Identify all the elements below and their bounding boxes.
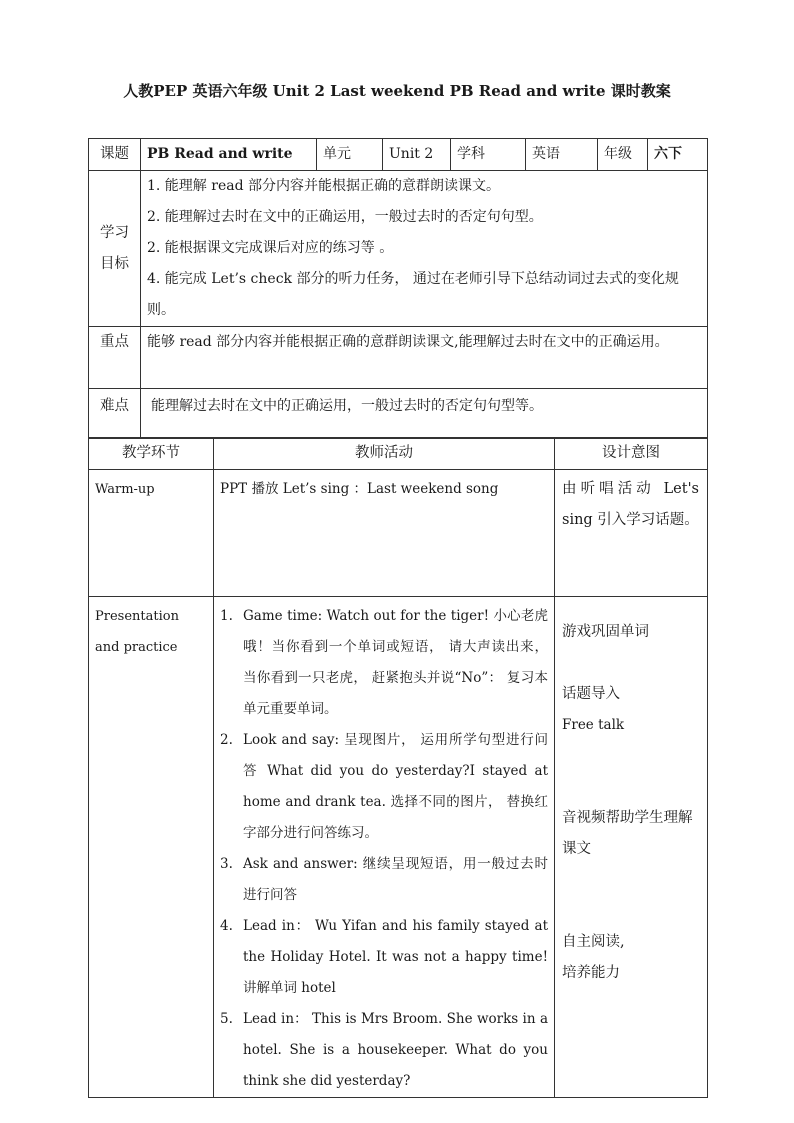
lesson-info-table bbox=[88, 138, 708, 439]
presentation-design bbox=[555, 597, 708, 1098]
spacer bbox=[562, 865, 699, 927]
presentation-stage-text: Presentation and practice bbox=[95, 609, 179, 655]
subject-value: 英语 bbox=[526, 139, 598, 171]
grade-label: 年级 bbox=[598, 139, 648, 171]
step-text: Ask and answer: 继续呈现短语，用一般过去时进行问答 bbox=[243, 856, 548, 903]
activity-steps bbox=[220, 601, 548, 1097]
activity-step bbox=[220, 1004, 548, 1097]
spacer bbox=[562, 648, 699, 679]
design-note: 音视频帮助学生理解课文 bbox=[562, 810, 693, 857]
activity-step bbox=[220, 725, 548, 849]
header-activity: 教师活动 bbox=[214, 438, 555, 470]
presentation-stage bbox=[89, 597, 214, 1098]
step-text: Game time: Watch out for the tiger! 小心老虎哦！当你看到一个单词或短语， 请大声读出来， 当你看到一只老虎， 赶紧抱头并说“No”： 复习本单元重要单词。 bbox=[243, 608, 548, 717]
step-text: Lead in： Wu Yifan and his family stayed at the Holiday Hotel. It was not a happy time! 讲解单词 hotel bbox=[243, 918, 548, 996]
design-note: 游戏巩固单词 bbox=[562, 624, 649, 640]
step-text: Look and say: 呈现图片， 运用所学句型进行问答 What did you do yesterday?I stayed at home and drank tea. 选择不同的图片， 替换红字部分进行问答练习。 bbox=[243, 732, 548, 841]
subject-label: 学科 bbox=[451, 139, 526, 171]
document-title: 人教PEP 英语六年级 Unit 2 Last weekend PB Read and write 课时教案 bbox=[123, 82, 671, 100]
objectives-label-line1: 学习 bbox=[100, 224, 129, 241]
step-text: Lead in： This is Mrs Broom. She works in a hotel. She is a housekeeper. What do you think she did yesterday? bbox=[243, 1011, 548, 1089]
objectives-label-line2: 目标 bbox=[100, 255, 129, 272]
objective-item: 2. 能根据课文完成课后对应的练习等 。 bbox=[147, 240, 394, 256]
unit-value: Unit 2 bbox=[383, 139, 451, 171]
design-note: 培养能力 bbox=[562, 965, 620, 981]
objectives-label bbox=[89, 171, 141, 327]
design-note: 自主阅读, bbox=[562, 934, 625, 950]
warmup-design: 由听唱活动 Let's sing 引入学习话题。 bbox=[555, 470, 708, 597]
activity-step bbox=[220, 849, 548, 911]
activity-step bbox=[220, 911, 548, 1004]
design-note: 话题导入 bbox=[562, 686, 620, 702]
warmup-stage: Warm-up bbox=[89, 470, 214, 597]
step-number: 5. bbox=[220, 1011, 233, 1027]
design-note: Free talk bbox=[562, 717, 625, 733]
presentation-activity bbox=[214, 597, 555, 1098]
header-stage: 教学环节 bbox=[89, 438, 214, 470]
step-number: 3. bbox=[220, 856, 233, 872]
step-number: 4. bbox=[220, 918, 233, 934]
activity-step bbox=[220, 601, 548, 725]
warmup-activity: PPT 播放 Let’s sing ：Last weekend song bbox=[214, 470, 555, 597]
key-point-text: 能够 read 部分内容并能根据正确的意群朗读课文,能理解过去时在文中的正确运用。 bbox=[141, 327, 708, 389]
step-number: 1. bbox=[220, 608, 233, 624]
key-point-label: 重点 bbox=[89, 327, 141, 389]
spacer bbox=[562, 741, 699, 803]
topic-label: 课题 bbox=[89, 139, 141, 171]
step-number: 2. bbox=[220, 732, 233, 748]
teaching-process-table bbox=[88, 437, 708, 1098]
objectives-content bbox=[141, 171, 708, 327]
difficulty-text: 能理解过去时在文中的正确运用，一般过去时的否定句句型等。 bbox=[141, 389, 708, 439]
unit-label: 单元 bbox=[317, 139, 383, 171]
objective-item: 2. 能理解过去时在文中的正确运用，一般过去时的否定句句型。 bbox=[147, 209, 543, 225]
topic-value: PB Read and write bbox=[141, 139, 317, 171]
header-design: 设计意图 bbox=[555, 438, 708, 470]
objective-item: 4. 能完成 Let’s check 部分的听力任务， 通过在老师引导下总结动词过去式的变化规则。 bbox=[147, 271, 679, 318]
objective-item: 1. 能理解 read 部分内容并能根据正确的意群朗读课文。 bbox=[147, 178, 500, 194]
grade-value: 六下 bbox=[648, 139, 708, 171]
difficulty-label: 难点 bbox=[89, 389, 141, 439]
